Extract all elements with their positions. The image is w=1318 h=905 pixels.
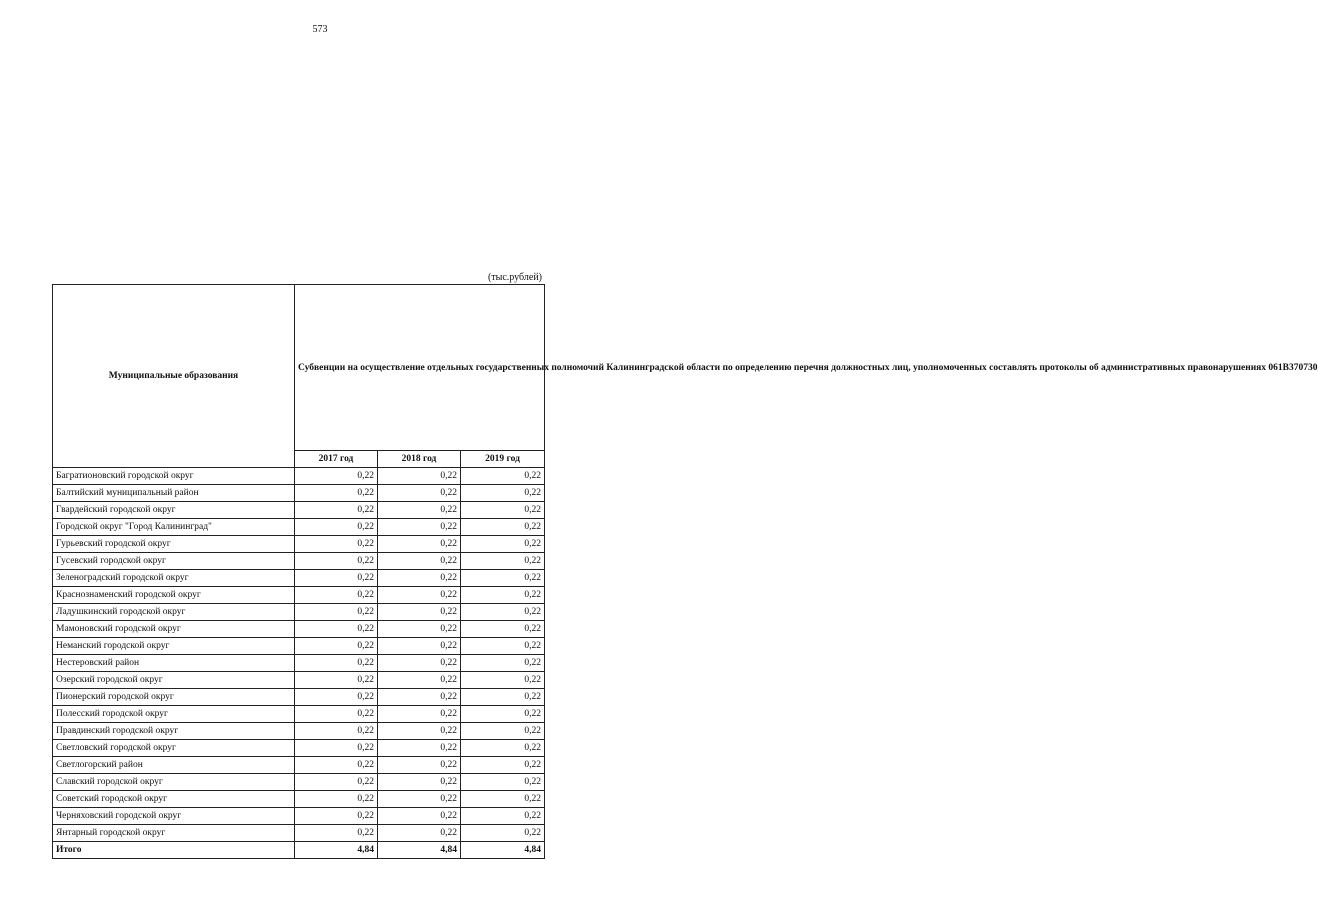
municipality-cell: Озерский городской округ <box>53 672 295 689</box>
municipality-cell: Балтийский муниципальный район <box>53 485 295 502</box>
value-cell-2019: 0,22 <box>461 706 545 723</box>
municipality-cell: Мамоновский городской округ <box>53 621 295 638</box>
value-cell-2017: 0,22 <box>295 519 378 536</box>
municipality-cell: Городской округ "Город Калининград" <box>53 519 295 536</box>
value-cell-2017: 0,22 <box>295 553 378 570</box>
header-year-2018: 2018 год <box>378 451 461 468</box>
value-cell-2019: 0,22 <box>461 485 545 502</box>
municipality-cell: Янтарный городской округ <box>53 825 295 842</box>
table-row <box>53 502 545 519</box>
value-cell-2017: 0,22 <box>295 774 378 791</box>
municipality-cell: Зеленоградский городской округ <box>53 570 295 587</box>
value-cell-2019: 0,22 <box>461 672 545 689</box>
value-cell-2017: 0,22 <box>295 502 378 519</box>
value-cell-2019: 0,22 <box>461 791 545 808</box>
table-row <box>53 553 545 570</box>
table-row <box>53 757 545 774</box>
table-row <box>53 791 545 808</box>
table-row <box>53 808 545 825</box>
value-cell-2019: 0,22 <box>461 536 545 553</box>
value-cell-2017: 0,22 <box>295 604 378 621</box>
table-row <box>53 570 545 587</box>
value-cell-2019: 0,22 <box>461 689 545 706</box>
value-cell-2017: 0,22 <box>295 621 378 638</box>
value-cell-2017: 0,22 <box>295 825 378 842</box>
page-number: 573 <box>312 24 328 35</box>
value-cell-2017: 0,22 <box>295 672 378 689</box>
municipality-cell: Славский городской округ <box>53 774 295 791</box>
units-label: (тыс.рублей) <box>487 272 542 283</box>
header-year-2017: 2017 год <box>295 451 378 468</box>
value-cell-2018: 0,22 <box>378 706 461 723</box>
municipality-cell: Советский городской округ <box>53 791 295 808</box>
table-row <box>53 587 545 604</box>
table-row <box>53 706 545 723</box>
value-cell-2017: 0,22 <box>295 638 378 655</box>
value-cell-2018: 0,22 <box>378 689 461 706</box>
table-row <box>53 740 545 757</box>
value-cell-2018: 0,22 <box>378 587 461 604</box>
value-cell-2018: 0,22 <box>378 655 461 672</box>
value-cell-2018: 0,22 <box>378 621 461 638</box>
municipality-cell: Гвардейский городской округ <box>53 502 295 519</box>
value-cell-2017: 0,22 <box>295 706 378 723</box>
municipality-cell: Нестеровский район <box>53 655 295 672</box>
value-cell-2018: 0,22 <box>378 757 461 774</box>
table-row <box>53 485 545 502</box>
value-cell-2019: 0,22 <box>461 774 545 791</box>
value-cell-2018: 0,22 <box>378 723 461 740</box>
subvention-table <box>52 284 1318 859</box>
value-cell-2018: 0,22 <box>378 638 461 655</box>
table-row <box>53 621 545 638</box>
value-cell-2017: 0,22 <box>295 655 378 672</box>
value-cell-2019: 0,22 <box>461 638 545 655</box>
value-cell-2018: 0,22 <box>378 791 461 808</box>
value-cell-2018: 0,22 <box>378 536 461 553</box>
header-municipality: Муниципальные образования <box>53 285 295 468</box>
value-cell-2019: 0,22 <box>461 757 545 774</box>
value-cell-2018: 4,84 <box>378 842 461 859</box>
table-row <box>53 774 545 791</box>
value-cell-2019: 0,22 <box>461 740 545 757</box>
value-cell-2017: 0,22 <box>295 757 378 774</box>
value-cell-2018: 0,22 <box>378 570 461 587</box>
value-cell-2019: 0,22 <box>461 655 545 672</box>
municipality-cell: Краснознаменский городской округ <box>53 587 295 604</box>
value-cell-2019: 0,22 <box>461 723 545 740</box>
value-cell-2017: 0,22 <box>295 723 378 740</box>
municipality-cell: Итого <box>53 842 295 859</box>
table-row <box>53 519 545 536</box>
municipality-cell: Черняховский городской округ <box>53 808 295 825</box>
value-cell-2019: 0,22 <box>461 808 545 825</box>
value-cell-2017: 0,22 <box>295 468 378 485</box>
table-body <box>53 468 545 859</box>
value-cell-2019: 0,22 <box>461 468 545 485</box>
value-cell-2017: 0,22 <box>295 740 378 757</box>
value-cell-2017: 0,22 <box>295 689 378 706</box>
value-cell-2018: 0,22 <box>378 825 461 842</box>
value-cell-2018: 0,22 <box>378 808 461 825</box>
municipality-cell: Неманский городской округ <box>53 638 295 655</box>
municipality-cell: Светловский городской округ <box>53 740 295 757</box>
value-cell-2018: 0,22 <box>378 485 461 502</box>
municipality-cell: Светлогорский район <box>53 757 295 774</box>
value-cell-2017: 0,22 <box>295 791 378 808</box>
municipality-cell: Гурьевский городской округ <box>53 536 295 553</box>
value-cell-2017: 4,84 <box>295 842 378 859</box>
value-cell-2017: 0,22 <box>295 536 378 553</box>
value-cell-2018: 0,22 <box>378 468 461 485</box>
value-cell-2018: 0,22 <box>378 502 461 519</box>
municipality-cell: Правдинский городской округ <box>53 723 295 740</box>
municipality-cell: Ладушкинский городской округ <box>53 604 295 621</box>
value-cell-2019: 0,22 <box>461 502 545 519</box>
municipality-cell: Пионерский городской округ <box>53 689 295 706</box>
value-cell-2018: 0,22 <box>378 604 461 621</box>
value-cell-2018: 0,22 <box>378 553 461 570</box>
value-cell-2019: 0,22 <box>461 553 545 570</box>
header-year-2019: 2019 год <box>461 451 545 468</box>
table-row <box>53 604 545 621</box>
value-cell-2017: 0,22 <box>295 485 378 502</box>
value-cell-2018: 0,22 <box>378 774 461 791</box>
table-row <box>53 638 545 655</box>
table-row <box>53 672 545 689</box>
table-row <box>53 825 545 842</box>
table-row <box>53 723 545 740</box>
value-cell-2019: 0,22 <box>461 587 545 604</box>
value-cell-2018: 0,22 <box>378 672 461 689</box>
total-row <box>53 842 545 859</box>
value-cell-2019: 4,84 <box>461 842 545 859</box>
value-cell-2019: 0,22 <box>461 621 545 638</box>
value-cell-2019: 0,22 <box>461 519 545 536</box>
value-cell-2019: 0,22 <box>461 604 545 621</box>
value-cell-2017: 0,22 <box>295 587 378 604</box>
value-cell-2018: 0,22 <box>378 740 461 757</box>
value-cell-2017: 0,22 <box>295 808 378 825</box>
table-row <box>53 689 545 706</box>
table-row <box>53 655 545 672</box>
value-cell-2018: 0,22 <box>378 519 461 536</box>
municipality-cell: Полесский городской округ <box>53 706 295 723</box>
value-cell-2019: 0,22 <box>461 825 545 842</box>
value-cell-2017: 0,22 <box>295 570 378 587</box>
table-row <box>53 468 545 485</box>
municipality-cell: Багратионовский городской округ <box>53 468 295 485</box>
value-cell-2019: 0,22 <box>461 570 545 587</box>
municipality-cell: Гусевский городской округ <box>53 553 295 570</box>
header-subvention: Субвенции на осуществление отдельных государственных полномочий Калининградской области по определению перечня должностных лиц, уполномоченных составлять протоколы об административных правонарушениях 061В370730 <box>295 285 545 451</box>
table-row <box>53 536 545 553</box>
